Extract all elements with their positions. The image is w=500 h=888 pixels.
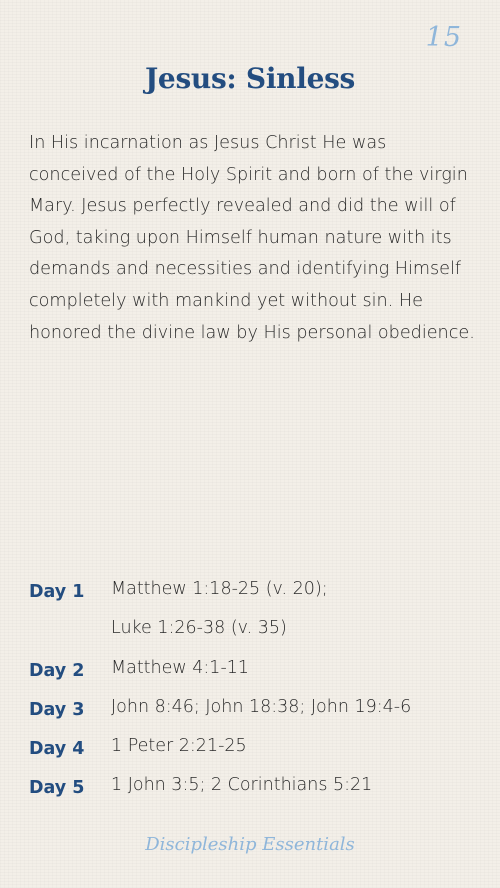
reading-day-3 [29,693,479,732]
page-number: 15 [425,22,462,53]
day-label: Day 2 [29,661,85,681]
page-title: Jesus: Sinless [144,62,356,95]
reading-day-4 [29,732,479,771]
day-label: Day 4 [29,739,85,759]
scripture-reference: John 8:46; John 18:38; John 19:4-6 [111,697,412,717]
scripture-reference: 1 John 3:5; 2 Corinthians 5:21 [111,775,373,795]
scripture-reference: Matthew 4:1-11 [111,658,250,678]
day-label: Day 3 [29,700,85,720]
reading-day-1 [29,575,479,614]
scripture-reference: Luke 1:26-38 (v. 35) [111,618,287,638]
day-label: Day 1 [29,582,85,602]
reading-day-5 [29,771,479,810]
day-label: Day 5 [29,778,85,798]
brand-footer: Discipleship Essentials [145,834,355,855]
reading-day-1-continued [29,614,479,654]
body-paragraph: In His incarnation as Jesus Christ He was conceived of the Holy Spirit and born of the virgin Mary. Jesus perfectly revealed and did the will of God, taking upon Himself human nature with its demands and necessities and identifying Himself completely with mankind yet without sin. He honored the divine law by His personal obedience. [29,133,475,343]
reading-plan [29,575,479,810]
scripture-reference: Matthew 1:18-25 (v. 20); [111,579,328,599]
reading-day-2 [29,654,479,693]
scripture-reference: 1 Peter 2:21-25 [111,736,247,756]
